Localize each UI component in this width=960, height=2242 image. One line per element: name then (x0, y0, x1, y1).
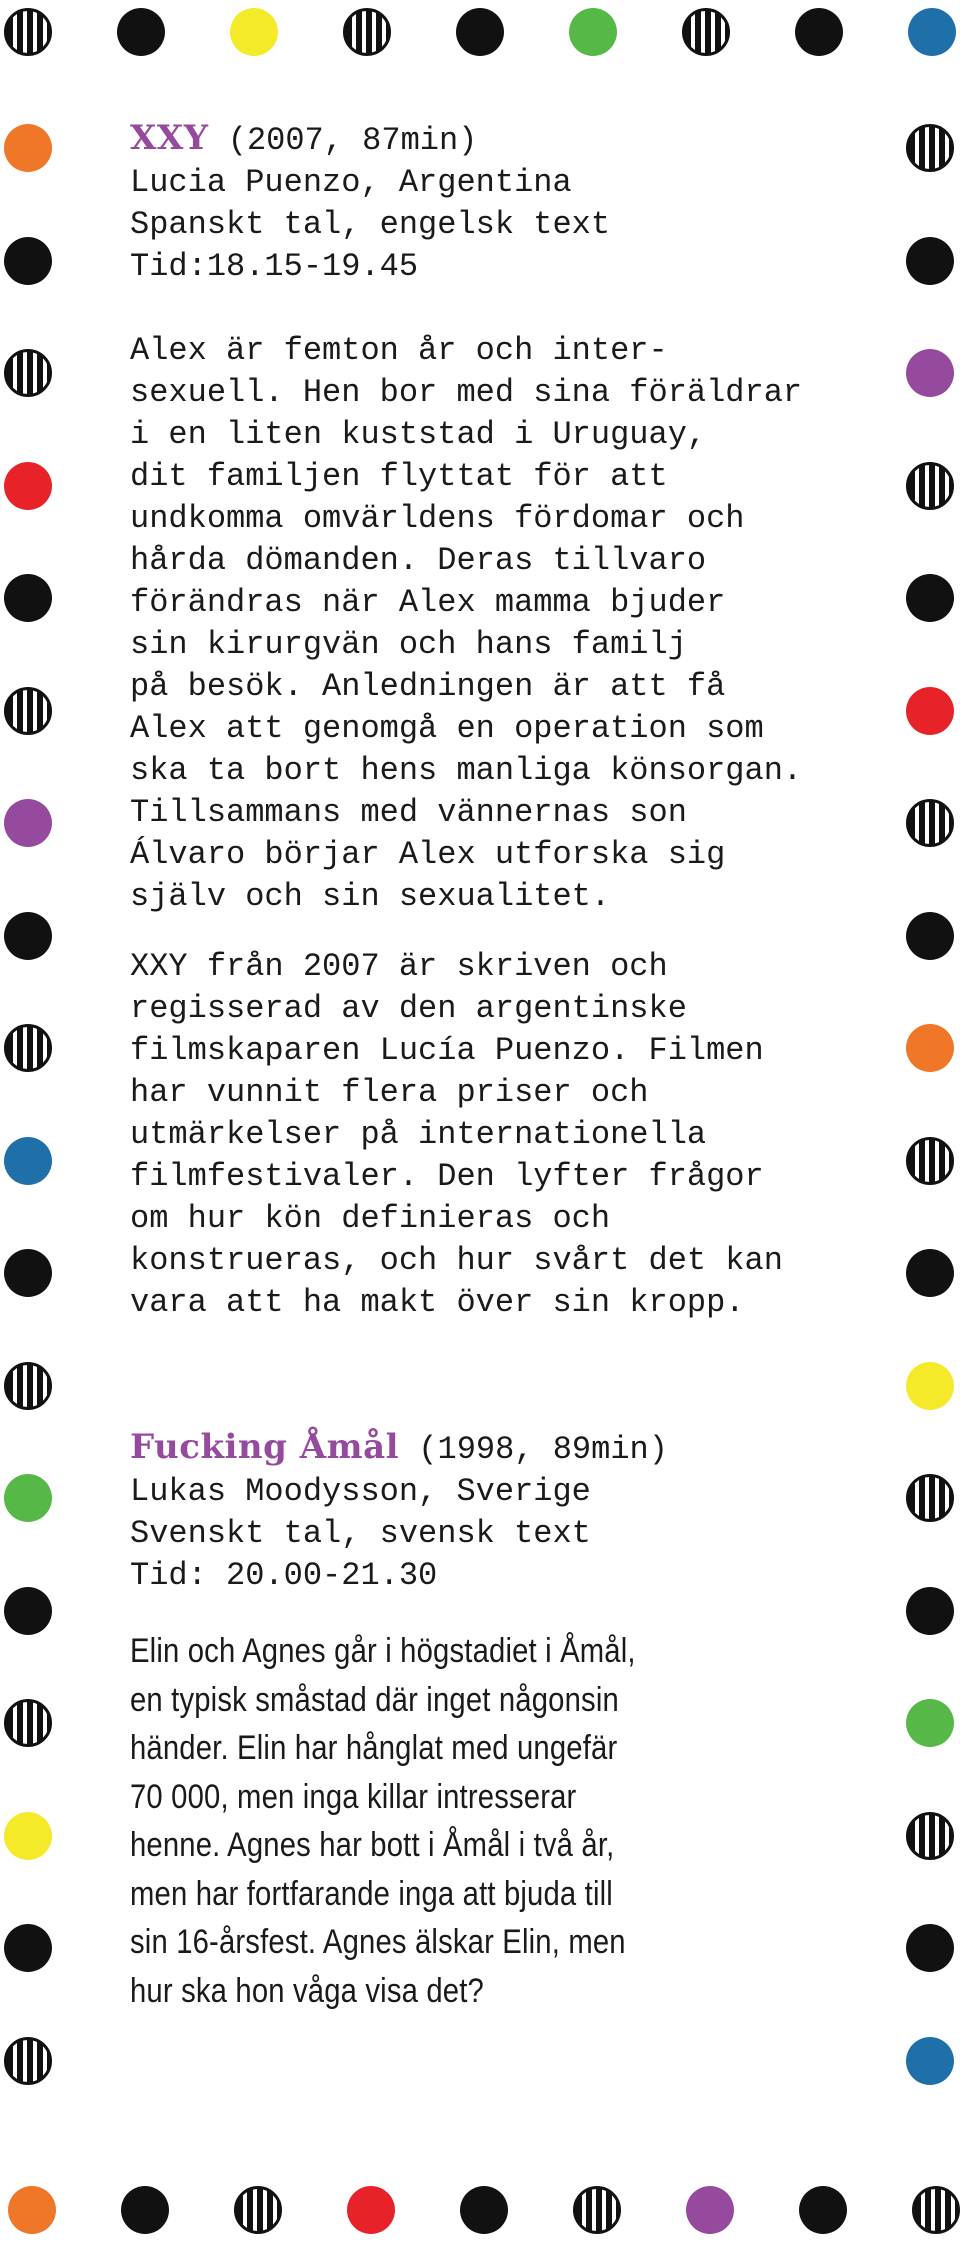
dot-left-striped-circle (4, 1699, 52, 1747)
dot-right-green-circle (906, 1699, 954, 1747)
film-synopsis: Alex är femton år och inter- sexuell. Hen bor med sina föräldrar i en liten kuststad i Uruguay, dit familjen flyttat för att undkomma omvärldens fördomar och hårda dömanden. Deras tillvaro förändras när Alex mamma bjuder sin kirurgvän och hans familj på besök. Anledningen är att få Alex att genomgå en operation som ska ta bort hens manliga könsorgan. Tillsammans med vännernas son Álvaro börjar Alex utforska sig själv och sin sexualitet. (130, 332, 803, 915)
dot-right-red-circle (906, 687, 954, 735)
dot-left-striped-circle (4, 687, 52, 735)
dot-right-striped-circle (906, 124, 954, 172)
dot-bottom-black-circle (799, 2186, 847, 2234)
dot-left-black-circle (4, 1249, 52, 1297)
dot-left-striped-circle (4, 349, 52, 397)
dot-bottom-red-circle (347, 2186, 395, 2234)
dot-bottom-black-circle (460, 2186, 508, 2234)
dot-bottom-black-circle (121, 2186, 169, 2234)
dot-right-striped-circle (906, 1137, 954, 1185)
dot-left-green-circle (4, 1474, 52, 1522)
dot-top-black-circle (456, 8, 504, 56)
film-year-runtime: (2007, 87min) (227, 122, 478, 159)
film-director: Lucia Puenzo, Argentina (130, 164, 572, 201)
dot-top-yellow-circle (230, 8, 278, 56)
film-time: Tid: 20.00-21.30 (130, 1557, 438, 1594)
dot-bottom-striped-circle (573, 2186, 621, 2234)
dot-right-striped-circle (906, 462, 954, 510)
dot-top-striped-circle (4, 8, 52, 56)
film-title: XXY (130, 118, 209, 158)
dot-right-orange-circle (906, 1024, 954, 1072)
dot-left-purple-circle (4, 799, 52, 847)
dot-right-purple-circle (906, 349, 954, 397)
film-fucking-amal (130, 1426, 850, 2015)
film-background: XXY från 2007 är skriven och regisserad av den argentinske filmskaparen Lucía Puenzo. Filmen har vunnit flera priser och utmärkelser på internationella filmfestivaler. Den lyfter frågor om hur kön definieras och konstrueras, och hur svårt det kan vara att ha makt över sin kropp. (130, 948, 783, 1321)
dot-left-striped-circle (4, 2037, 52, 2085)
dot-top-striped-circle (343, 8, 391, 56)
film-xxy (130, 117, 850, 1324)
dot-right-black-circle (906, 912, 954, 960)
film-director: Lukas Moodysson, Sverige (130, 1473, 591, 1510)
dot-right-striped-circle (906, 1474, 954, 1522)
dot-top-green-circle (569, 8, 617, 56)
dot-right-black-circle (906, 1249, 954, 1297)
dot-left-red-circle (4, 462, 52, 510)
dot-left-black-circle (4, 912, 52, 960)
dot-left-orange-circle (4, 124, 52, 172)
dot-left-black-circle (4, 237, 52, 285)
dot-right-striped-circle (906, 1812, 954, 1860)
dot-right-yellow-circle (906, 1362, 954, 1410)
dot-left-black-circle (4, 574, 52, 622)
dot-left-striped-circle (4, 1362, 52, 1410)
dot-right-striped-circle (906, 799, 954, 847)
dot-right-black-circle (906, 237, 954, 285)
dot-left-black-circle (4, 1587, 52, 1635)
dot-left-black-circle (4, 1924, 52, 1972)
dot-right-blue-circle (906, 2037, 954, 2085)
dot-left-yellow-circle (4, 1812, 52, 1860)
dot-top-blue-circle (908, 8, 956, 56)
dot-bottom-orange-circle (8, 2186, 56, 2234)
dot-top-black-circle (117, 8, 165, 56)
film-language: Svenskt tal, svensk text (130, 1515, 591, 1552)
film-synopsis: Elin och Agnes går i högstadiet i Åmål, en typisk småstad där inget någonsin händer. Elin har hånglat med ungefär 70 000, men inga killar intresserar henne. Agnes har bott i Åmål i två år, men har fortfarande inga att bjuda till sin 16-årsfest. Agnes älskar Elin, men hur ska hon våga visa det? (130, 1632, 636, 2010)
dot-right-black-circle (906, 1924, 954, 1972)
dot-right-black-circle (906, 1587, 954, 1635)
dot-left-striped-circle (4, 1024, 52, 1072)
film-year-runtime: (1998, 89min) (418, 1431, 668, 1468)
film-title: Fucking Åmål (130, 1427, 400, 1467)
dot-bottom-purple-circle (686, 2186, 734, 2234)
film-header (130, 117, 850, 162)
dot-top-striped-circle (682, 8, 730, 56)
film-time: Tid:18.15-19.45 (130, 248, 419, 285)
dot-left-blue-circle (4, 1137, 52, 1185)
dot-right-black-circle (906, 574, 954, 622)
film-language: Spanskt tal, engelsk text (130, 206, 611, 243)
dot-top-black-circle (795, 8, 843, 56)
dot-bottom-striped-circle (912, 2186, 960, 2234)
film-header (130, 1426, 850, 1471)
dot-bottom-striped-circle (234, 2186, 282, 2234)
